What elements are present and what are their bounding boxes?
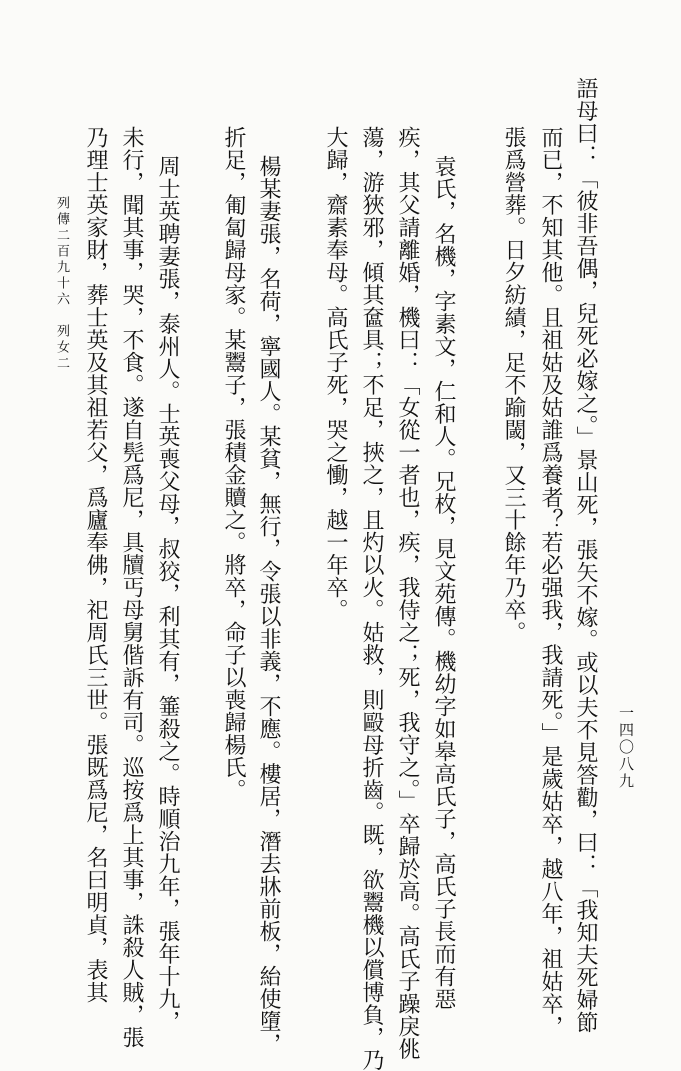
text-column-11: 折足，匍匐歸母家。某鬻子，張積金贖之。將卒，命子以喪歸楊氏。 (221, 126, 246, 801)
text-column-2: 而已，不知其他。且祖姑及姑誰爲養者？若必强我，我請死。」是歲姑卒，越八年，祖姑卒， (538, 126, 563, 1038)
text-column-3: 張爲營葬。日夕紡績，足不踰閾，又三十餘年乃卒。 (501, 126, 526, 644)
page-number: 一四〇八九 (617, 705, 635, 790)
text-column-1: 語母曰：「彼非吾偶，兒死必嫁之。」景山死，張矢不嫁。或以夫不見答勸，曰：「我知夫死婦節 (573, 77, 598, 1034)
text-column-6: 疾，其父請離婚，機曰：「女從一者也，疾，我侍之；死，我守之。」卒歸於高。高氏子躁戾佻 (395, 126, 420, 1060)
text-column-7: 蕩，游狹邪，傾其奩具；不足，挾之，且灼以火。姑救，則毆母折齒。既，欲鬻機以償博負，乃 (359, 126, 384, 1071)
text-column-10: 楊某妻張，名荷，寧國人。某貧，無行，令張以非義，不應。樓居，潛去牀前板，紿使墮， (256, 155, 281, 1055)
text-column-13: 周士英聘妻張，泰州人。士英喪父母，叔狡，利其有，箠殺之。時順治九年，張年十九， (155, 155, 180, 1033)
text-column-5: 袁氏，名機，字素文，仁和人。兄枚，見文苑傳。機幼字如皋高氏子，高氏子長而有惡 (431, 155, 456, 1010)
running-head: 列傳二百九十六 列女二 (54, 196, 69, 372)
text-column-8: 大歸，齋素奉母。高氏子死，哭之慟，越一年卒。 (323, 126, 348, 621)
text-column-15: 乃理士英家財，葬士英及其祖若父，爲廬奉佛，祀周氏三世。張既爲尼，名曰明貞，表其 (83, 126, 108, 1004)
text-column-14: 未行，聞其事，哭，不食。遂自髡爲尼，具牘丐母舅偕訴有司。巡按爲上其事，誅殺人賊，張 (119, 126, 144, 1049)
